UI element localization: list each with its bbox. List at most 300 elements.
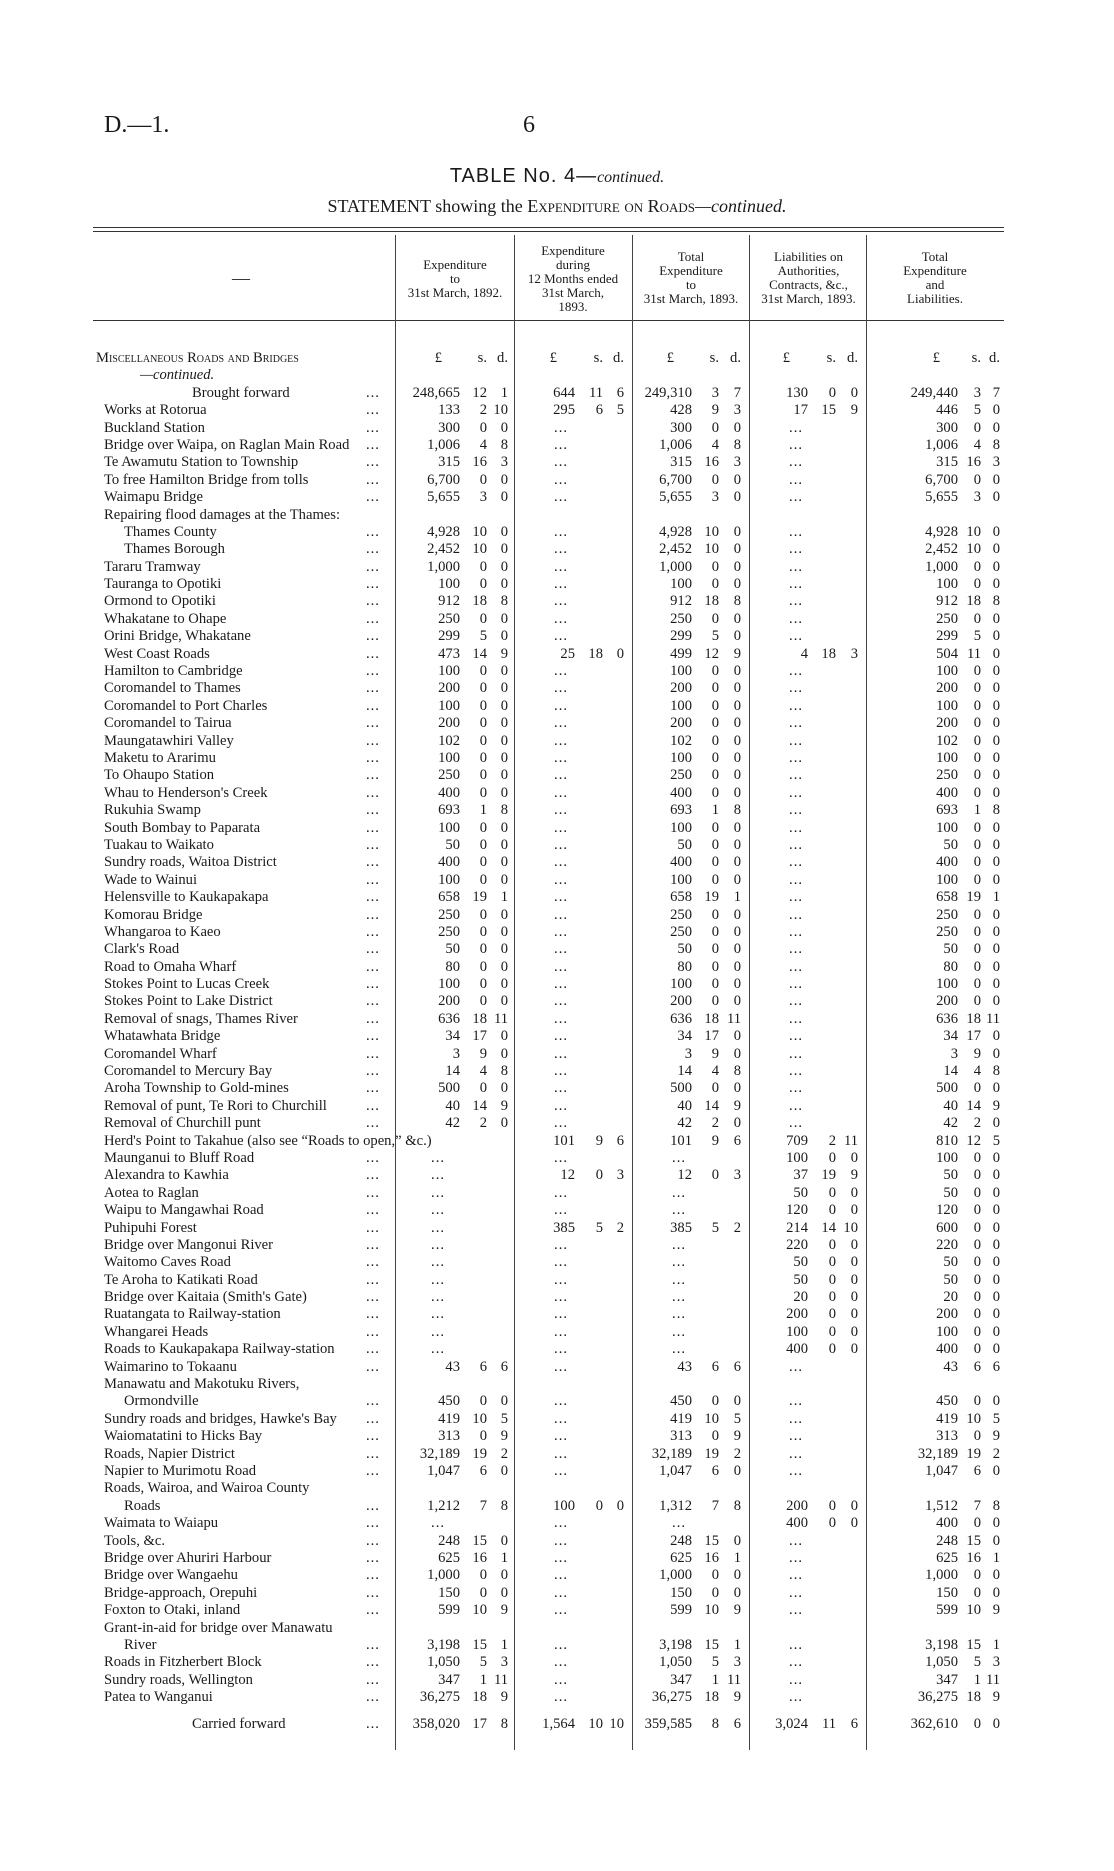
amount-pence: 0 — [500, 767, 508, 784]
amount-shillings: 15 — [472, 1532, 487, 1549]
amount-pence: 0 — [992, 1584, 1000, 1601]
amount-shillings: 10 — [472, 523, 487, 540]
empty-cell-dots: ... — [554, 1323, 568, 1340]
table-row — [0, 454, 1114, 471]
amount-pence: 0 — [616, 1497, 624, 1514]
amount-pounds: 1,047 — [659, 1463, 692, 1479]
amount-pounds: 42 — [943, 1115, 958, 1132]
empty-cell-dots: ... — [789, 819, 803, 836]
empty-cell-dots: ... — [789, 1654, 803, 1671]
amount-pence: 0 — [992, 749, 1000, 766]
table-row — [0, 1498, 1114, 1515]
amount-pounds: 709 — [786, 1132, 808, 1149]
amount-pounds: 1,050 — [659, 1654, 692, 1671]
amount-pounds: 36,275 — [917, 1689, 958, 1706]
header-line: and — [925, 277, 945, 292]
amount-pence: 0 — [992, 906, 1000, 923]
amount-pence: 0 — [500, 541, 508, 558]
amount-shillings: 0 — [711, 1080, 719, 1097]
amount-shillings: 10 — [704, 541, 719, 558]
amount-pounds: 100 — [553, 1497, 575, 1514]
amount-pounds: 400 — [936, 1515, 958, 1532]
empty-cell-dots: ... — [672, 1289, 686, 1306]
amount-pounds: 100 — [936, 697, 958, 714]
amount-pounds: 250 — [670, 610, 692, 627]
amount-pounds: 250 — [438, 923, 460, 940]
empty-cell-dots: ... — [431, 1323, 445, 1340]
amount-pence: 0 — [733, 715, 741, 732]
amount-pounds: 36,275 — [651, 1689, 692, 1706]
empty-cell-dots: ... — [789, 610, 803, 627]
amount-shillings: 19 — [472, 1445, 487, 1462]
row-label: Patea to Wanganui — [104, 1689, 213, 1706]
amount-pounds: 100 — [438, 749, 460, 766]
empty-cell-dots: ... — [789, 889, 803, 906]
amount-pounds: 200 — [936, 680, 958, 697]
amount-pounds: 400 — [786, 1515, 808, 1532]
amount-pounds: 200 — [438, 993, 460, 1010]
amount-shillings: 17 — [472, 1028, 487, 1045]
empty-cell-dots: ... — [672, 1271, 686, 1288]
amount-shillings: 0 — [711, 663, 719, 680]
amount-pence: 0 — [992, 1028, 1000, 1045]
empty-cell-dots: ... — [554, 906, 568, 923]
amount-shillings: 4 — [973, 1063, 981, 1080]
row-label: Tauranga to Opotiki — [104, 576, 222, 593]
amount-shillings: 0 — [479, 1428, 487, 1445]
empty-cell-dots: ... — [554, 1271, 568, 1288]
empty-cell-dots: ... — [554, 958, 568, 975]
table-row — [0, 1393, 1114, 1410]
amount-pence: 0 — [733, 471, 741, 488]
amount-pence: 0 — [850, 1149, 858, 1166]
empty-cell-dots: ... — [554, 976, 568, 993]
table-row — [0, 1672, 1114, 1689]
empty-cell-dots: ... — [789, 489, 803, 506]
leader-dots: ... — [366, 906, 380, 923]
row-label: Whangarei Heads — [104, 1323, 209, 1340]
empty-cell-dots: ... — [554, 454, 568, 471]
leader-dots: ... — [366, 732, 380, 749]
amount-pounds: 34 — [445, 1028, 460, 1045]
amount-pence: 1 — [500, 1636, 508, 1653]
amount-pounds: 1,006 — [427, 436, 460, 453]
table-row — [0, 872, 1114, 889]
amount-shillings: 19 — [821, 1167, 836, 1184]
leader-dots: ... — [366, 1184, 380, 1201]
table-row — [0, 1359, 1114, 1376]
empty-cell-dots: ... — [431, 1202, 445, 1219]
amount-pence: 0 — [733, 749, 741, 766]
amount-pounds: 6,700 — [659, 471, 692, 488]
empty-cell-dots: ... — [554, 836, 568, 853]
empty-cell-dots: ... — [672, 1184, 686, 1201]
amount-shillings: 0 — [479, 576, 487, 593]
amount-shillings: 18 — [704, 1689, 719, 1706]
amount-pounds: 1,312 — [659, 1497, 692, 1514]
amount-shillings: 0 — [479, 1567, 487, 1584]
amount-pounds: 250 — [936, 906, 958, 923]
amount-pounds: 20 — [943, 1289, 958, 1306]
amount-pence: 6 — [500, 1358, 508, 1375]
empty-cell-dots: ... — [554, 1063, 568, 1080]
subtitle-smallcaps: Expenditure on Roads — [527, 196, 695, 216]
empty-cell-dots: ... — [554, 1080, 568, 1097]
amount-pence: 0 — [992, 1236, 1000, 1253]
row-label: Thames Borough — [124, 541, 225, 558]
amount-shillings: 1 — [973, 802, 981, 819]
leader-dots: ... — [366, 384, 380, 401]
amount-pence: 0 — [992, 523, 1000, 540]
amount-pence: 0 — [500, 976, 508, 993]
amount-pounds: 14 — [943, 1063, 958, 1080]
leader-dots: ... — [366, 993, 380, 1010]
amount-shillings: 0 — [973, 576, 981, 593]
amount-pence: 0 — [733, 1463, 741, 1479]
amount-shillings: 0 — [595, 1497, 603, 1514]
amount-shillings: 0 — [711, 1393, 719, 1410]
amount-shillings: 3 — [711, 489, 719, 506]
amount-pence: 1 — [733, 889, 741, 906]
amount-shillings: 0 — [479, 976, 487, 993]
leader-dots: ... — [366, 871, 380, 888]
amount-shillings: 19 — [966, 1445, 981, 1462]
amount-pence: 0 — [992, 1306, 1000, 1323]
header-line: 12 Months ended — [527, 271, 619, 286]
row-label: Hamilton to Cambridge — [104, 663, 243, 680]
amount-pence: 0 — [992, 958, 1000, 975]
leader-dots: ... — [366, 1080, 380, 1097]
amount-pence: 11 — [985, 1671, 1000, 1688]
empty-cell-dots: ... — [789, 541, 803, 558]
amount-pounds: 250 — [936, 767, 958, 784]
amount-shillings: 0 — [973, 923, 981, 940]
amount-pence: 0 — [500, 854, 508, 871]
amount-pence: 0 — [992, 1393, 1000, 1410]
amount-pounds: 250 — [438, 906, 460, 923]
amount-pence: 5 — [992, 1132, 1000, 1149]
table-row — [0, 1220, 1114, 1237]
leader-dots: ... — [366, 1219, 380, 1236]
amount-pence: 0 — [992, 1080, 1000, 1097]
amount-pence: 0 — [733, 489, 741, 506]
empty-cell-dots: ... — [789, 523, 803, 540]
amount-pounds: 32,189 — [419, 1445, 460, 1462]
amount-shillings: 6 — [973, 1358, 981, 1375]
amount-pence: 0 — [850, 384, 858, 401]
amount-shillings: 0 — [973, 1236, 981, 1253]
amount-pounds: 450 — [670, 1393, 692, 1410]
amount-pounds: 100 — [670, 749, 692, 766]
amount-shillings: 5 — [973, 628, 981, 645]
carried-forward-row — [0, 1716, 1114, 1733]
amount-shillings: 16 — [966, 1549, 981, 1566]
leader-dots: ... — [366, 1306, 380, 1323]
amount-pounds: 43 — [445, 1358, 460, 1375]
amount-pounds: 3,198 — [427, 1636, 460, 1653]
amount-shillings: 0 — [828, 1289, 836, 1306]
amount-pence: 0 — [733, 854, 741, 871]
amount-shillings: 0 — [479, 471, 487, 488]
amount-shillings: 11 — [588, 384, 603, 401]
row-label: Brought forward — [192, 384, 290, 401]
row-label: Waimata to Waiapu — [104, 1515, 219, 1532]
amount-pounds: 2,452 — [659, 541, 692, 558]
amount-pence: 0 — [733, 906, 741, 923]
amount-shillings: 14 — [966, 1097, 981, 1114]
amount-pence: 7 — [733, 384, 741, 401]
amount-pounds: 5,655 — [659, 489, 692, 506]
amount-shillings: 3 — [973, 489, 981, 506]
amount-pounds: 500 — [670, 1080, 692, 1097]
empty-cell-dots: ... — [672, 1515, 686, 1532]
amount-pence: 0 — [500, 906, 508, 923]
empty-cell-dots: ... — [554, 1463, 568, 1479]
amount-pounds: 100 — [936, 976, 958, 993]
amount-shillings: 16 — [704, 454, 719, 471]
empty-cell-dots: ... — [789, 1567, 803, 1584]
amount-pence: 1 — [733, 1549, 741, 1566]
empty-cell-dots: ... — [554, 819, 568, 836]
row-label: Tuakau to Waikato — [104, 836, 214, 853]
amount-pence: 0 — [733, 541, 741, 558]
table-row — [0, 820, 1114, 837]
row-label: Ormondville — [124, 1393, 199, 1410]
table-row — [0, 1550, 1114, 1567]
row-label: Bridge over Kaitaia (Smith's Gate) — [104, 1289, 307, 1306]
amount-pounds: 1,000 — [427, 1567, 460, 1584]
amount-pounds: 385 — [553, 1219, 575, 1236]
empty-cell-dots: ... — [554, 1689, 568, 1706]
amount-shillings: 9 — [711, 1132, 719, 1149]
amount-pence: 0 — [733, 558, 741, 575]
leader-dots: ... — [366, 523, 380, 540]
amount-pounds: 50 — [943, 1167, 958, 1184]
header-liabilities — [750, 250, 867, 306]
header-expenditure-during-12-months — [514, 244, 632, 314]
table-row — [0, 1567, 1114, 1584]
amount-shillings: 3 — [973, 384, 981, 401]
amount-pence: 0 — [500, 523, 508, 540]
amount-pounds: 6,700 — [427, 471, 460, 488]
amount-pounds: 100 — [936, 663, 958, 680]
row-label: Whakatane to Ohape — [104, 610, 227, 627]
amount-pence: 0 — [992, 1045, 1000, 1062]
amount-pence: 0 — [992, 784, 1000, 801]
amount-pounds: 40 — [943, 1097, 958, 1114]
amount-shillings: 0 — [711, 732, 719, 749]
empty-cell-dots: ... — [431, 1219, 445, 1236]
amount-shillings: 10 — [472, 541, 487, 558]
amount-pence: 0 — [850, 1271, 858, 1288]
amount-shillings: 14 — [472, 1097, 487, 1114]
amount-pounds: 100 — [670, 663, 692, 680]
total-pounds: 359,585 — [644, 1716, 692, 1733]
amount-pounds: 17 — [793, 402, 808, 419]
total-shillings: 10 — [588, 1716, 603, 1733]
amount-pounds: 50 — [677, 941, 692, 958]
amount-pounds: 249,440 — [910, 384, 958, 401]
table-row — [0, 1046, 1114, 1063]
empty-cell-dots: ... — [672, 1341, 686, 1358]
amount-pence: 7 — [992, 384, 1000, 401]
empty-cell-dots: ... — [554, 1358, 568, 1375]
table-row — [0, 1306, 1114, 1323]
shilling-unit: s. — [709, 350, 719, 366]
table-row — [0, 1185, 1114, 1202]
amount-shillings: 4 — [479, 1063, 487, 1080]
amount-pounds: 32,189 — [651, 1445, 692, 1462]
table-row — [0, 1689, 1114, 1706]
amount-shillings: 0 — [973, 1149, 981, 1166]
amount-pence: 3 — [992, 1654, 1000, 1671]
row-label: Puhipuhi Forest — [104, 1219, 197, 1236]
amount-pounds: 100 — [936, 576, 958, 593]
table-row — [0, 1480, 1114, 1497]
total-pence: 6 — [850, 1716, 858, 1733]
amount-shillings: 1 — [973, 1671, 981, 1688]
empty-cell-dots: ... — [789, 802, 803, 819]
amount-pounds: 315 — [670, 454, 692, 471]
amount-pence: 0 — [500, 1532, 508, 1549]
amount-pence: 0 — [500, 663, 508, 680]
empty-cell-dots: ... — [554, 1097, 568, 1114]
empty-cell-dots: ... — [554, 767, 568, 784]
empty-cell-dots: ... — [672, 1202, 686, 1219]
row-label: Alexandra to Kawhia — [104, 1167, 229, 1184]
empty-cell-dots: ... — [789, 454, 803, 471]
amount-shillings: 9 — [711, 402, 719, 419]
amount-pounds: 299 — [936, 628, 958, 645]
amount-pounds: 248,665 — [412, 384, 460, 401]
amount-pounds: 3,198 — [659, 1636, 692, 1653]
amount-pounds: 428 — [670, 402, 692, 419]
amount-pence: 0 — [850, 1323, 858, 1340]
leader-dots: ... — [366, 541, 380, 558]
empty-cell-dots: ... — [672, 1306, 686, 1323]
empty-cell-dots: ... — [789, 976, 803, 993]
pence-unit: d. — [989, 350, 1000, 366]
row-label: West Coast Roads — [104, 645, 210, 662]
amount-pounds: 419 — [670, 1410, 692, 1427]
amount-shillings: 0 — [973, 1271, 981, 1288]
amount-pence: 0 — [992, 628, 1000, 645]
row-label: Coromandel to Mercury Bay — [104, 1063, 273, 1080]
leader-dots: ... — [366, 889, 380, 906]
amount-pence: 1 — [500, 384, 508, 401]
amount-shillings: 2 — [973, 1115, 981, 1132]
leader-dots: ... — [366, 697, 380, 714]
amount-shillings: 0 — [973, 1167, 981, 1184]
section-title: Miscellaneous Roads and Bridges — [96, 350, 299, 366]
leader-dots: ... — [366, 1584, 380, 1601]
amount-shillings: 0 — [973, 819, 981, 836]
amount-pence: 0 — [733, 784, 741, 801]
row-label: Tools, &c. — [104, 1532, 165, 1549]
amount-shillings: 18 — [821, 645, 836, 662]
amount-pence: 8 — [992, 1063, 1000, 1080]
amount-pence: 0 — [500, 1393, 508, 1410]
row-label: To free Hamilton Bridge from tolls — [104, 471, 309, 488]
amount-pounds: 12 — [560, 1167, 575, 1184]
amount-pence: 0 — [992, 610, 1000, 627]
amount-shillings: 0 — [711, 610, 719, 627]
row-label: Waitomo Caves Road — [104, 1254, 231, 1271]
top-rule — [93, 227, 1004, 228]
row-label: Roads, Wairoa, and Wairoa County — [104, 1480, 310, 1497]
amount-pounds: 130 — [786, 384, 808, 401]
amount-pence: 3 — [500, 1654, 508, 1671]
amount-pence: 0 — [500, 576, 508, 593]
amount-shillings: 0 — [973, 1184, 981, 1201]
shilling-unit: s. — [477, 350, 487, 366]
amount-shillings: 18 — [472, 1689, 487, 1706]
empty-cell-dots: ... — [789, 784, 803, 801]
empty-cell-dots: ... — [789, 1393, 803, 1410]
amount-pence: 6 — [992, 1358, 1000, 1375]
amount-pounds: 4 — [800, 645, 808, 662]
table-row — [0, 1411, 1114, 1428]
amount-pence: 0 — [850, 1254, 858, 1271]
empty-cell-dots: ... — [554, 1532, 568, 1549]
amount-shillings: 2 — [711, 1115, 719, 1132]
leader-dots: ... — [366, 1689, 380, 1706]
amount-shillings: 0 — [828, 1271, 836, 1288]
amount-pence: 6 — [733, 1358, 741, 1375]
amount-pence: 0 — [500, 697, 508, 714]
amount-pence: 1 — [500, 1549, 508, 1566]
amount-pounds: 6,700 — [925, 471, 958, 488]
amount-shillings: 0 — [479, 749, 487, 766]
amount-shillings: 0 — [711, 576, 719, 593]
amount-pence: 0 — [500, 871, 508, 888]
row-label: Bridge-approach, Orepuhi — [104, 1584, 258, 1601]
amount-pounds: 295 — [553, 402, 575, 419]
amount-shillings: 6 — [479, 1463, 487, 1479]
amount-shillings: 4 — [973, 436, 981, 453]
amount-pence: 0 — [500, 471, 508, 488]
amount-pounds: 100 — [670, 697, 692, 714]
row-label: Te Aroha to Katikati Road — [104, 1271, 258, 1288]
table-title-main: TABLE No. 4— — [449, 165, 598, 187]
table-row — [0, 541, 1114, 558]
amount-shillings: 0 — [479, 1080, 487, 1097]
leader-dots: ... — [366, 1463, 380, 1479]
row-label: Manawatu and Makotuku Rivers, — [104, 1376, 300, 1393]
row-label: Whau to Henderson's Creek — [104, 784, 268, 801]
page-reference: D.—1. — [104, 112, 170, 138]
amount-pence: 0 — [850, 1202, 858, 1219]
empty-cell-dots: ... — [554, 1549, 568, 1566]
amount-pence: 1 — [992, 1549, 1000, 1566]
empty-cell-dots: ... — [554, 697, 568, 714]
table-row — [0, 437, 1114, 454]
leader-dots: ... — [366, 1497, 380, 1514]
amount-pence: 10 — [843, 1219, 858, 1236]
amount-shillings: 0 — [479, 680, 487, 697]
amount-pence: 0 — [733, 732, 741, 749]
amount-shillings: 15 — [472, 1636, 487, 1653]
amount-shillings: 0 — [711, 854, 719, 871]
amount-pounds: 400 — [438, 784, 460, 801]
table-row — [0, 854, 1114, 871]
amount-pence: 1 — [500, 889, 508, 906]
table-row — [0, 611, 1114, 628]
empty-cell-dots: ... — [789, 1410, 803, 1427]
amount-shillings: 5 — [973, 1654, 981, 1671]
amount-pounds: 5,655 — [427, 489, 460, 506]
amount-pounds: 50 — [445, 941, 460, 958]
